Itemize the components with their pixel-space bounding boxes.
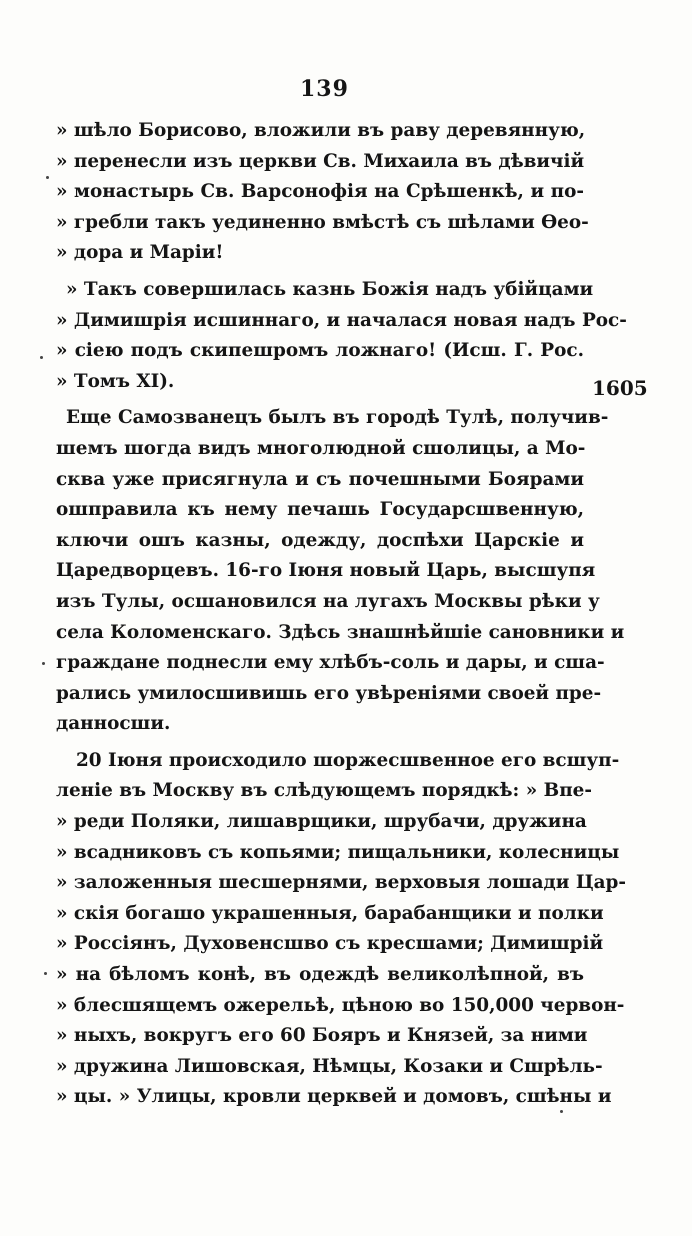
text-line: » блесшящемъ ожерельѣ, цѣною во 150,000 червон-	[56, 994, 625, 1016]
text-line: » Димишрія исшиннаго, и началася новая надъ Рос-	[56, 309, 627, 331]
text-line: » Россіянъ, Духовенсшво съ кресшами; Димишрій	[56, 933, 604, 955]
text-line: » Томъ XI).	[56, 370, 175, 392]
text-line: граждане поднесли ему хлѣбъ-соль и дары, и сша-	[56, 652, 605, 674]
text-line: » скія богашо украшенныя, барабанщики и полки	[56, 902, 604, 924]
text-line: шемъ шогда видъ многолюдной сшолицы, а Мо-	[56, 437, 586, 459]
text-line: ключи ошъ казны, одежду, доспѣхи Царскіе и	[56, 529, 584, 551]
text-line: » заложенныя шесшернями, верховыя лошади Цар-	[56, 872, 627, 894]
text-line: » дора и Маріи!	[56, 242, 224, 264]
text-line: » всадниковъ съ копьями; пищальники, колесницы	[56, 841, 620, 863]
text-line: » на бѣломъ конѣ, въ одеждѣ великолѣпной, въ	[56, 964, 584, 986]
text-line: » дружина Лишовская, Нѣмцы, Козаки и Сшрѣль-	[56, 1055, 603, 1077]
text-line: данносши.	[56, 713, 171, 735]
text-line: » цы. » Улицы, кровли церквей и домовъ, сшѣны и	[56, 1086, 612, 1108]
print-speck	[560, 1110, 563, 1113]
text-line: » гребли такъ уединенно вмѣстѣ съ шѣлами Ѳео-	[56, 211, 589, 233]
text-line: » шѣло Борисово, вложили въ раву деревянную,	[56, 120, 586, 141]
text-line: села Коломенскаго. Здѣсь знашнѣйшіе сановники и	[56, 621, 625, 643]
text-line: » монастырь Св. Варсонофія на Срѣшенкѣ, и по-	[56, 181, 584, 203]
text-line: леніе въ Москву въ слѣдующемъ порядкѣ: » Впе-	[56, 780, 592, 802]
text-line: » Такъ совершилась казнь Божія надъ убійцами	[66, 278, 594, 300]
text-line: » перенесли изъ церкви Св. Михаила въ дѣвичій	[56, 150, 585, 172]
paragraph-4	[56, 746, 627, 1113]
print-speck	[40, 356, 43, 359]
print-speck	[42, 662, 45, 665]
text-line: Еще Самозванецъ былъ въ городѣ Тулѣ, получив-	[66, 407, 609, 429]
margin-year-note: 1605	[592, 376, 648, 400]
text-line: сква уже присягнула и съ почешными Боярами	[56, 468, 584, 490]
text-line: 20 Іюня происходило шоржесшвенное его всшуп-	[76, 749, 620, 771]
text-line: рались умилосшивишь его увѣреніями своей пре-	[56, 682, 602, 704]
text-line: » сіею подъ скипешромъ ложнаго! (Исш. Г. Рос.	[56, 340, 584, 362]
print-speck	[44, 972, 47, 975]
paragraph-3	[56, 403, 625, 740]
page-number: 139	[300, 76, 349, 102]
text-line: ошправила къ нему печашь Государсшвенную,	[56, 499, 584, 521]
text-line: Царедворцевъ. 16-го Іюня новый Царь, высшупя	[56, 560, 596, 582]
text-line: » реди Поляки, лишаврщики, шрубачи, дружина	[56, 811, 587, 833]
text-line: » ныхъ, вокругъ его 60 Бояръ и Князей, за ними	[56, 1025, 588, 1047]
print-speck	[46, 176, 49, 179]
text-line: изъ Тулы, осшановился на лугахъ Москвы рѣки у	[56, 590, 600, 612]
paragraph-1	[56, 116, 589, 269]
